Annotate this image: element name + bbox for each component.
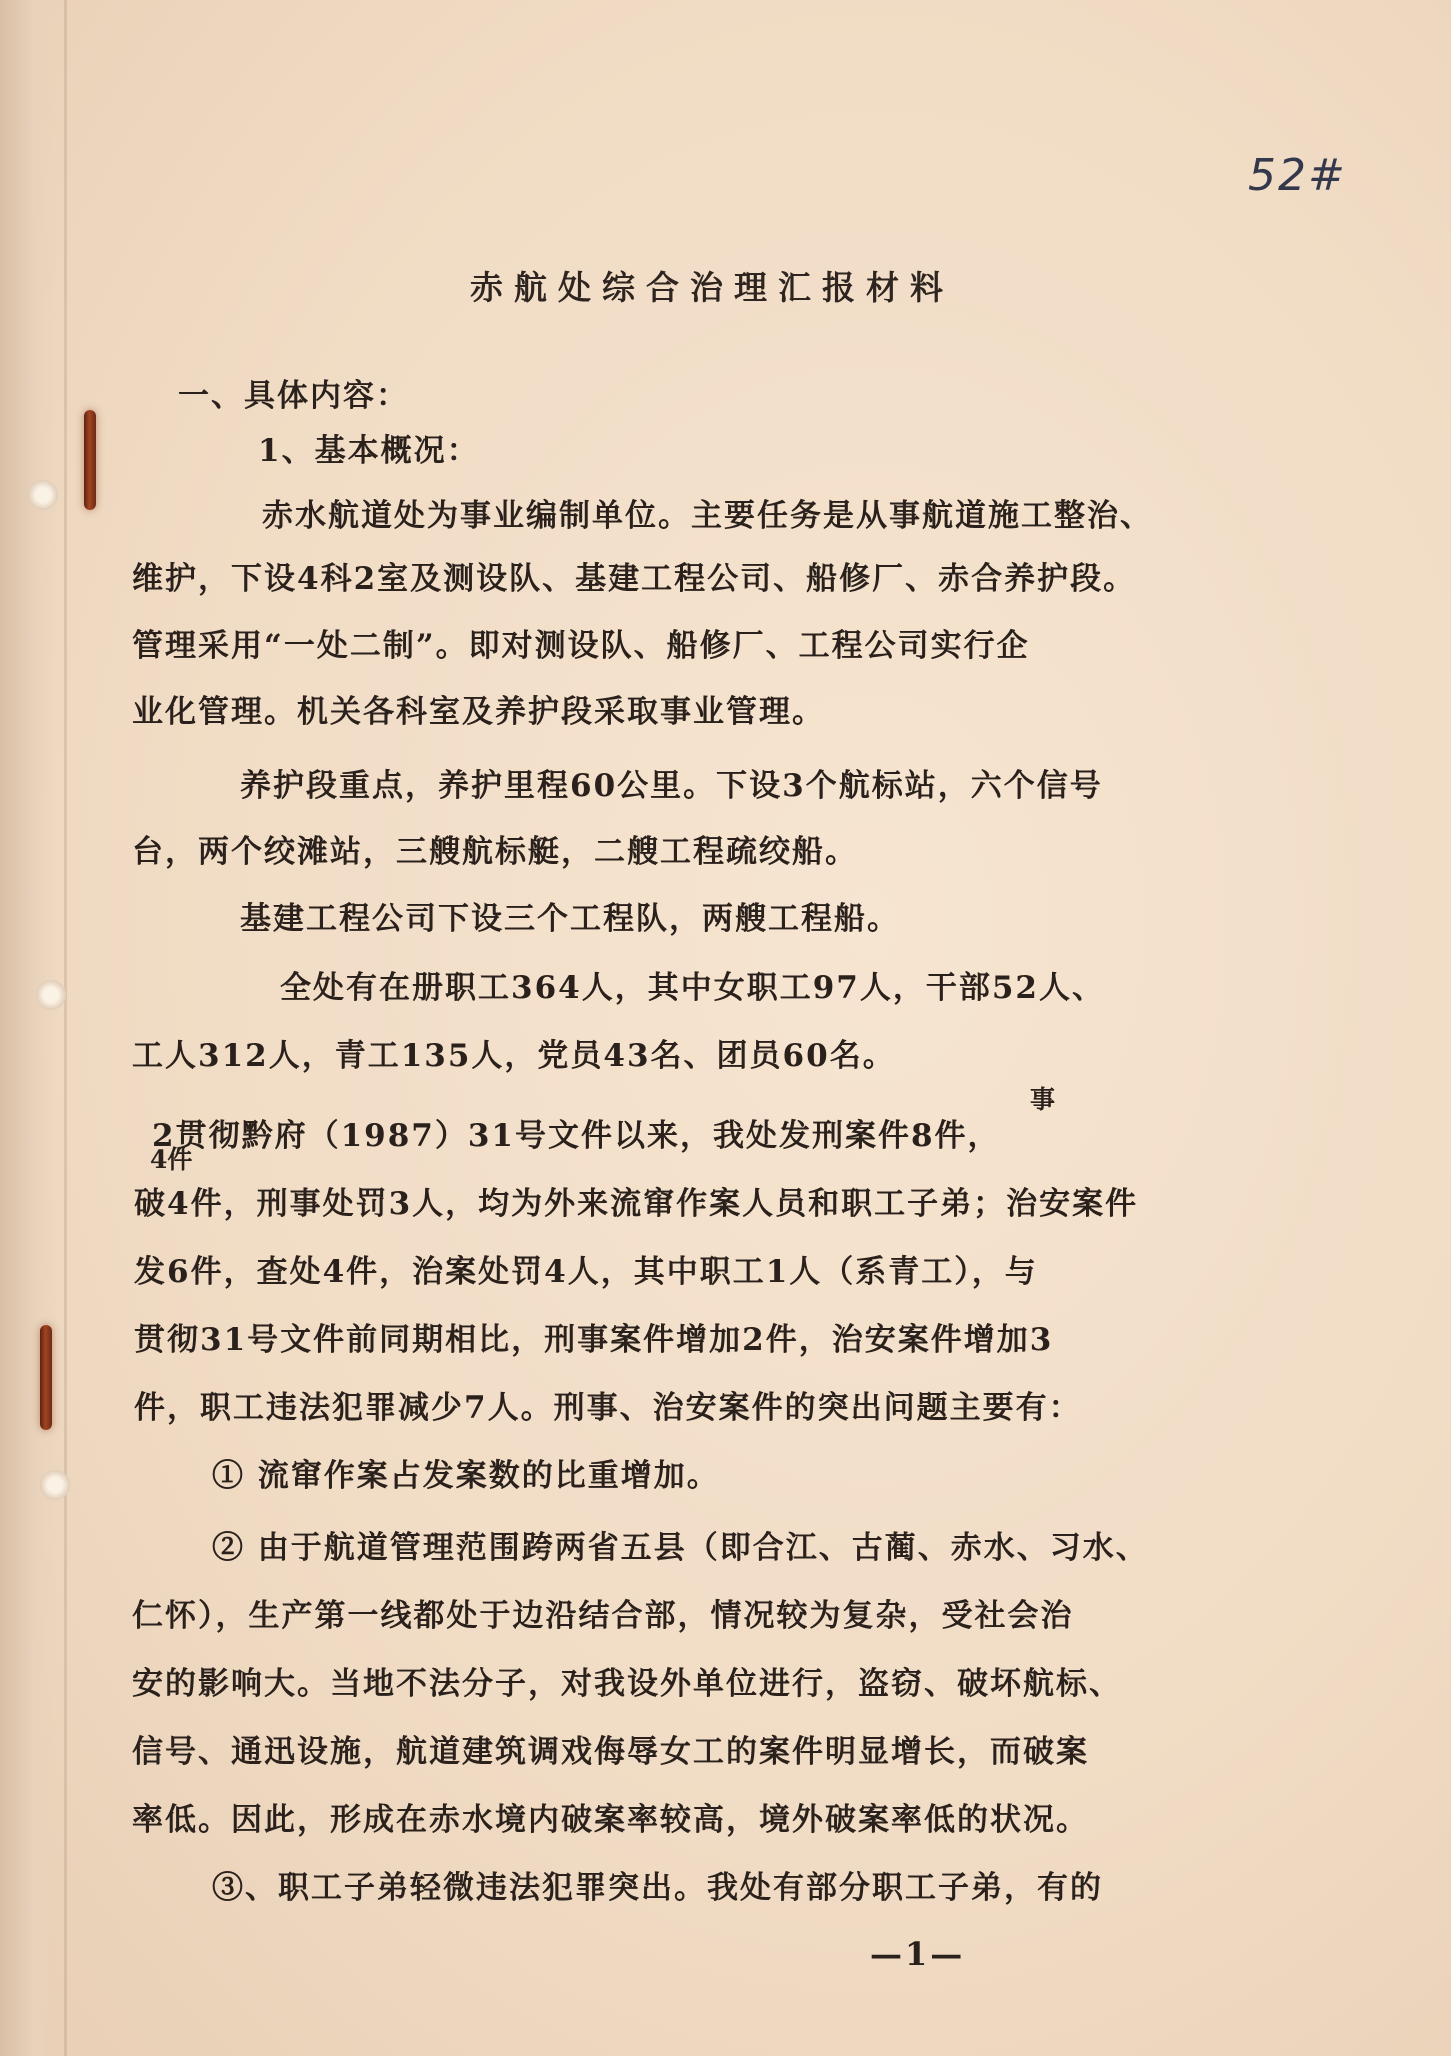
- text-line: 安的影响大。当地不法分子，对我设外单位进行，盗窃、破坏航标、: [132, 1666, 1122, 1702]
- staple-rust: [40, 1325, 52, 1430]
- text-line: 发6件，查处4件，治案处罚4人，其中职工1人（系青工），与: [134, 1254, 1038, 1290]
- text-line: 基建工程公司下设三个工程队，两艘工程船。: [240, 901, 900, 937]
- text-line: 维护，下设4科2室及测设队、基建工程公司、船修厂、赤合养护段。: [132, 561, 1137, 597]
- staple-rust: [84, 410, 96, 510]
- text-line: 养护段重点，养护里程60公里。下设3个航标站，六个信号: [240, 768, 1103, 804]
- document-title: 赤航处综合治理汇报材料: [470, 268, 954, 307]
- text-line: 全处有在册职工364人，其中女职工97人，干部52人、: [280, 970, 1105, 1006]
- binding-hole: [40, 1470, 70, 1500]
- text-line: 件，职工违法犯罪减少7人。刑事、治安案件的突出问题主要有：: [134, 1390, 1082, 1426]
- text-line: 业化管理。机关各科室及养护段采取事业管理。: [132, 694, 825, 730]
- list-item: ③、职工子弟轻微违法犯罪突出。我处有部分职工子弟，有的: [212, 1870, 1103, 1906]
- page-number: —1—: [870, 1935, 966, 1973]
- text-line: 2贯彻黔府（1987）31号文件以来，我处发刑案件8件，: [152, 1118, 1001, 1154]
- handwritten-correction: 事: [1030, 1085, 1056, 1114]
- text-line: 信号、通迅设施，航道建筑调戏侮辱女工的案件明显增长，而破案: [132, 1734, 1089, 1770]
- binding-hole: [36, 980, 66, 1010]
- archive-mark: 52#: [1248, 150, 1347, 201]
- text-line: 管理采用“一处二制”。即对测设队、船修厂、工程公司实行企: [132, 628, 1030, 664]
- text-line: 仁怀），生产第一线都处于边沿结合部，情况较为复杂，受社会治: [132, 1598, 1074, 1634]
- subsection-heading: 1、基本概况：: [258, 433, 480, 469]
- binding-fold: [64, 0, 67, 2056]
- text-line: 工人312人，青工135人，党员43名、团员60名。: [132, 1038, 896, 1074]
- list-item: ② 由于航道管理范围跨两省五县（即合江、古蔺、赤水、习水、: [212, 1530, 1149, 1566]
- text-line: 台，两个绞滩站，三艘航标艇，二艘工程疏绞船。: [132, 834, 858, 870]
- paper-edge-shadow: [0, 0, 58, 2056]
- handwritten-correction: 4件: [150, 1145, 193, 1174]
- text-line: 贯彻31号文件前同期相比，刑事案件增加2件，治安案件增加3: [134, 1322, 1054, 1358]
- binding-hole: [28, 480, 58, 510]
- text-line: 赤水航道处为事业编制单位。主要任务是从事航道施工整治、: [262, 498, 1153, 534]
- text-line: 破4件，刑事处罚3人，均为外来流窜作案人员和职工子弟；治安案件: [134, 1186, 1139, 1222]
- text-line: 率低。因此，形成在赤水境内破案率较高，境外破案率低的状况。: [132, 1802, 1089, 1838]
- list-item: ① 流窜作案占发案数的比重增加。: [212, 1458, 720, 1494]
- section-heading: 一、具体内容：: [178, 378, 409, 414]
